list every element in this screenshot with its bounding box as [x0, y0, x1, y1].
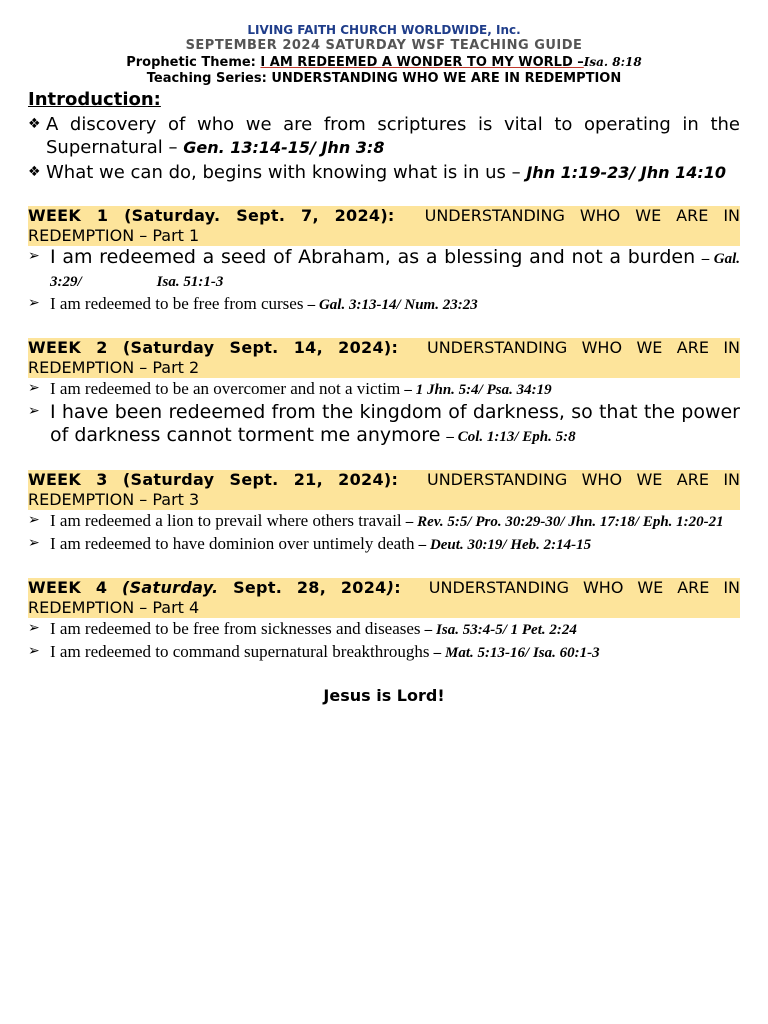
prophetic-theme — [28, 54, 740, 71]
item-text: I am redeemed to be an overcomer and not a victim — [50, 379, 405, 398]
week-title: UNDERSTANDING WHO WE ARE IN REDEMPTION – Part 2 — [28, 338, 741, 377]
arrow-bullet-icon: ➢ — [28, 643, 40, 659]
arrow-bullet-icon: ➢ — [28, 295, 40, 311]
item-text: I am redeemed to have dominion over untimely death — [50, 534, 419, 553]
item-ref: – Rev. 5:5/ Pro. 30:29-30/ Jhn. 17:18/ Eph. 1:20-21 — [405, 514, 724, 530]
week-heading — [28, 338, 740, 378]
theme-ref: Isa. 8:18 — [583, 55, 642, 69]
arrow-bullet-icon: ➢ — [28, 512, 40, 528]
list-item — [28, 618, 740, 641]
item-text: I have been redeemed from the kingdom of darkness, so that the power of darkness cannot torment me anymore — [50, 401, 740, 446]
intro-item-ref: Jhn 1:19-23/ Jhn 14:10 — [526, 163, 726, 182]
item-ref: – Col. 1:13/ Eph. 5:8 — [446, 429, 576, 445]
item-text: I am redeemed a lion to prevail where others travail — [50, 511, 406, 530]
series-text: UNDERSTANDING WHO WE ARE IN REDEMPTION — [271, 71, 622, 86]
week-label: WEEK 1 (Saturday. Sept. 7, 2024): — [28, 206, 395, 225]
list-item — [28, 641, 740, 664]
week-title: UNDERSTANDING WHO WE ARE IN REDEMPTION – Part 3 — [28, 470, 741, 509]
arrow-bullet-icon: ➢ — [28, 620, 40, 636]
org-name: LIVING FAITH CHURCH WORLDWIDE, Inc. — [247, 23, 521, 37]
item-ref: – Gal. 3:29/ Isa. 51:1-3 — [50, 251, 741, 290]
document-header — [28, 22, 740, 87]
intro-item-text: What we can do, begins with knowing what is in us – — [46, 162, 527, 183]
guide-title: SEPTEMBER 2024 SATURDAY WSF TEACHING GUIDE — [185, 38, 583, 53]
week-label: WEEK 3 (Saturday Sept. 21, 2024): — [28, 470, 399, 489]
week-label: WEEK 4 (Saturday. Sept. 28, 2024): — [28, 578, 401, 597]
item-text: I am redeemed to command supernatural breakthroughs — [50, 642, 434, 661]
item-text: I am redeemed to be free from curses — [50, 294, 308, 313]
item-ref: – Isa. 53:4-5/ 1 Pet. 2:24 — [424, 622, 577, 638]
theme-label: Prophetic Theme: — [126, 55, 256, 70]
week-1-section — [28, 206, 740, 316]
list-item — [28, 533, 740, 556]
series-label: Teaching Series: — [146, 71, 267, 86]
list-item — [28, 510, 740, 533]
arrow-bullet-icon: ➢ — [28, 403, 40, 419]
week-heading — [28, 470, 740, 510]
item-ref: – Deut. 30:19/ Heb. 2:14-15 — [418, 537, 592, 553]
introduction-section — [28, 89, 740, 184]
arrow-bullet-icon: ➢ — [28, 248, 40, 264]
closing-declaration: Jesus is Lord! — [323, 686, 445, 705]
week-label: WEEK 2 (Saturday Sept. 14, 2024): — [28, 338, 399, 357]
item-ref: – 1 Jhn. 5:4/ Psa. 34:19 — [404, 382, 552, 398]
intro-item — [28, 161, 740, 184]
item-text: I am redeemed to be free from sicknesses and diseases — [50, 619, 425, 638]
week-title: UNDERSTANDING WHO WE ARE IN REDEMPTION – Part 4 — [28, 578, 741, 617]
arrow-bullet-icon: ➢ — [28, 380, 40, 396]
document-page — [28, 22, 740, 705]
list-item — [28, 401, 740, 448]
item-ref: – Gal. 3:13-14/ Num. 23:23 — [307, 297, 478, 313]
diamond-bullet-icon: ❖ — [28, 164, 41, 180]
week-4-section — [28, 578, 740, 664]
week-title: UNDERSTANDING WHO WE ARE IN REDEMPTION – Part 1 — [28, 206, 741, 245]
introduction-title: Introduction: — [28, 89, 161, 110]
diamond-bullet-icon: ❖ — [28, 116, 41, 132]
week-3-section — [28, 470, 740, 556]
teaching-series — [28, 71, 740, 87]
list-item — [28, 293, 740, 316]
list-item — [28, 246, 740, 293]
week-2-section — [28, 338, 740, 448]
list-item — [28, 378, 740, 401]
item-text: I am redeemed a seed of Abraham, as a blessing and not a burden — [50, 246, 702, 268]
arrow-bullet-icon: ➢ — [28, 535, 40, 551]
week-heading — [28, 206, 740, 246]
theme-text: I AM REDEEMED A WONDER TO MY WORLD – — [260, 55, 584, 70]
item-ref: – Mat. 5:13-16/ Isa. 60:1-3 — [433, 645, 600, 661]
intro-item-ref: Gen. 13:14-15/ Jhn 3:8 — [183, 138, 385, 157]
week-heading — [28, 578, 740, 618]
intro-item — [28, 113, 740, 159]
intro-item-text: A discovery of who we are from scriptures is vital to operating in the Supernatural – — [46, 114, 740, 158]
